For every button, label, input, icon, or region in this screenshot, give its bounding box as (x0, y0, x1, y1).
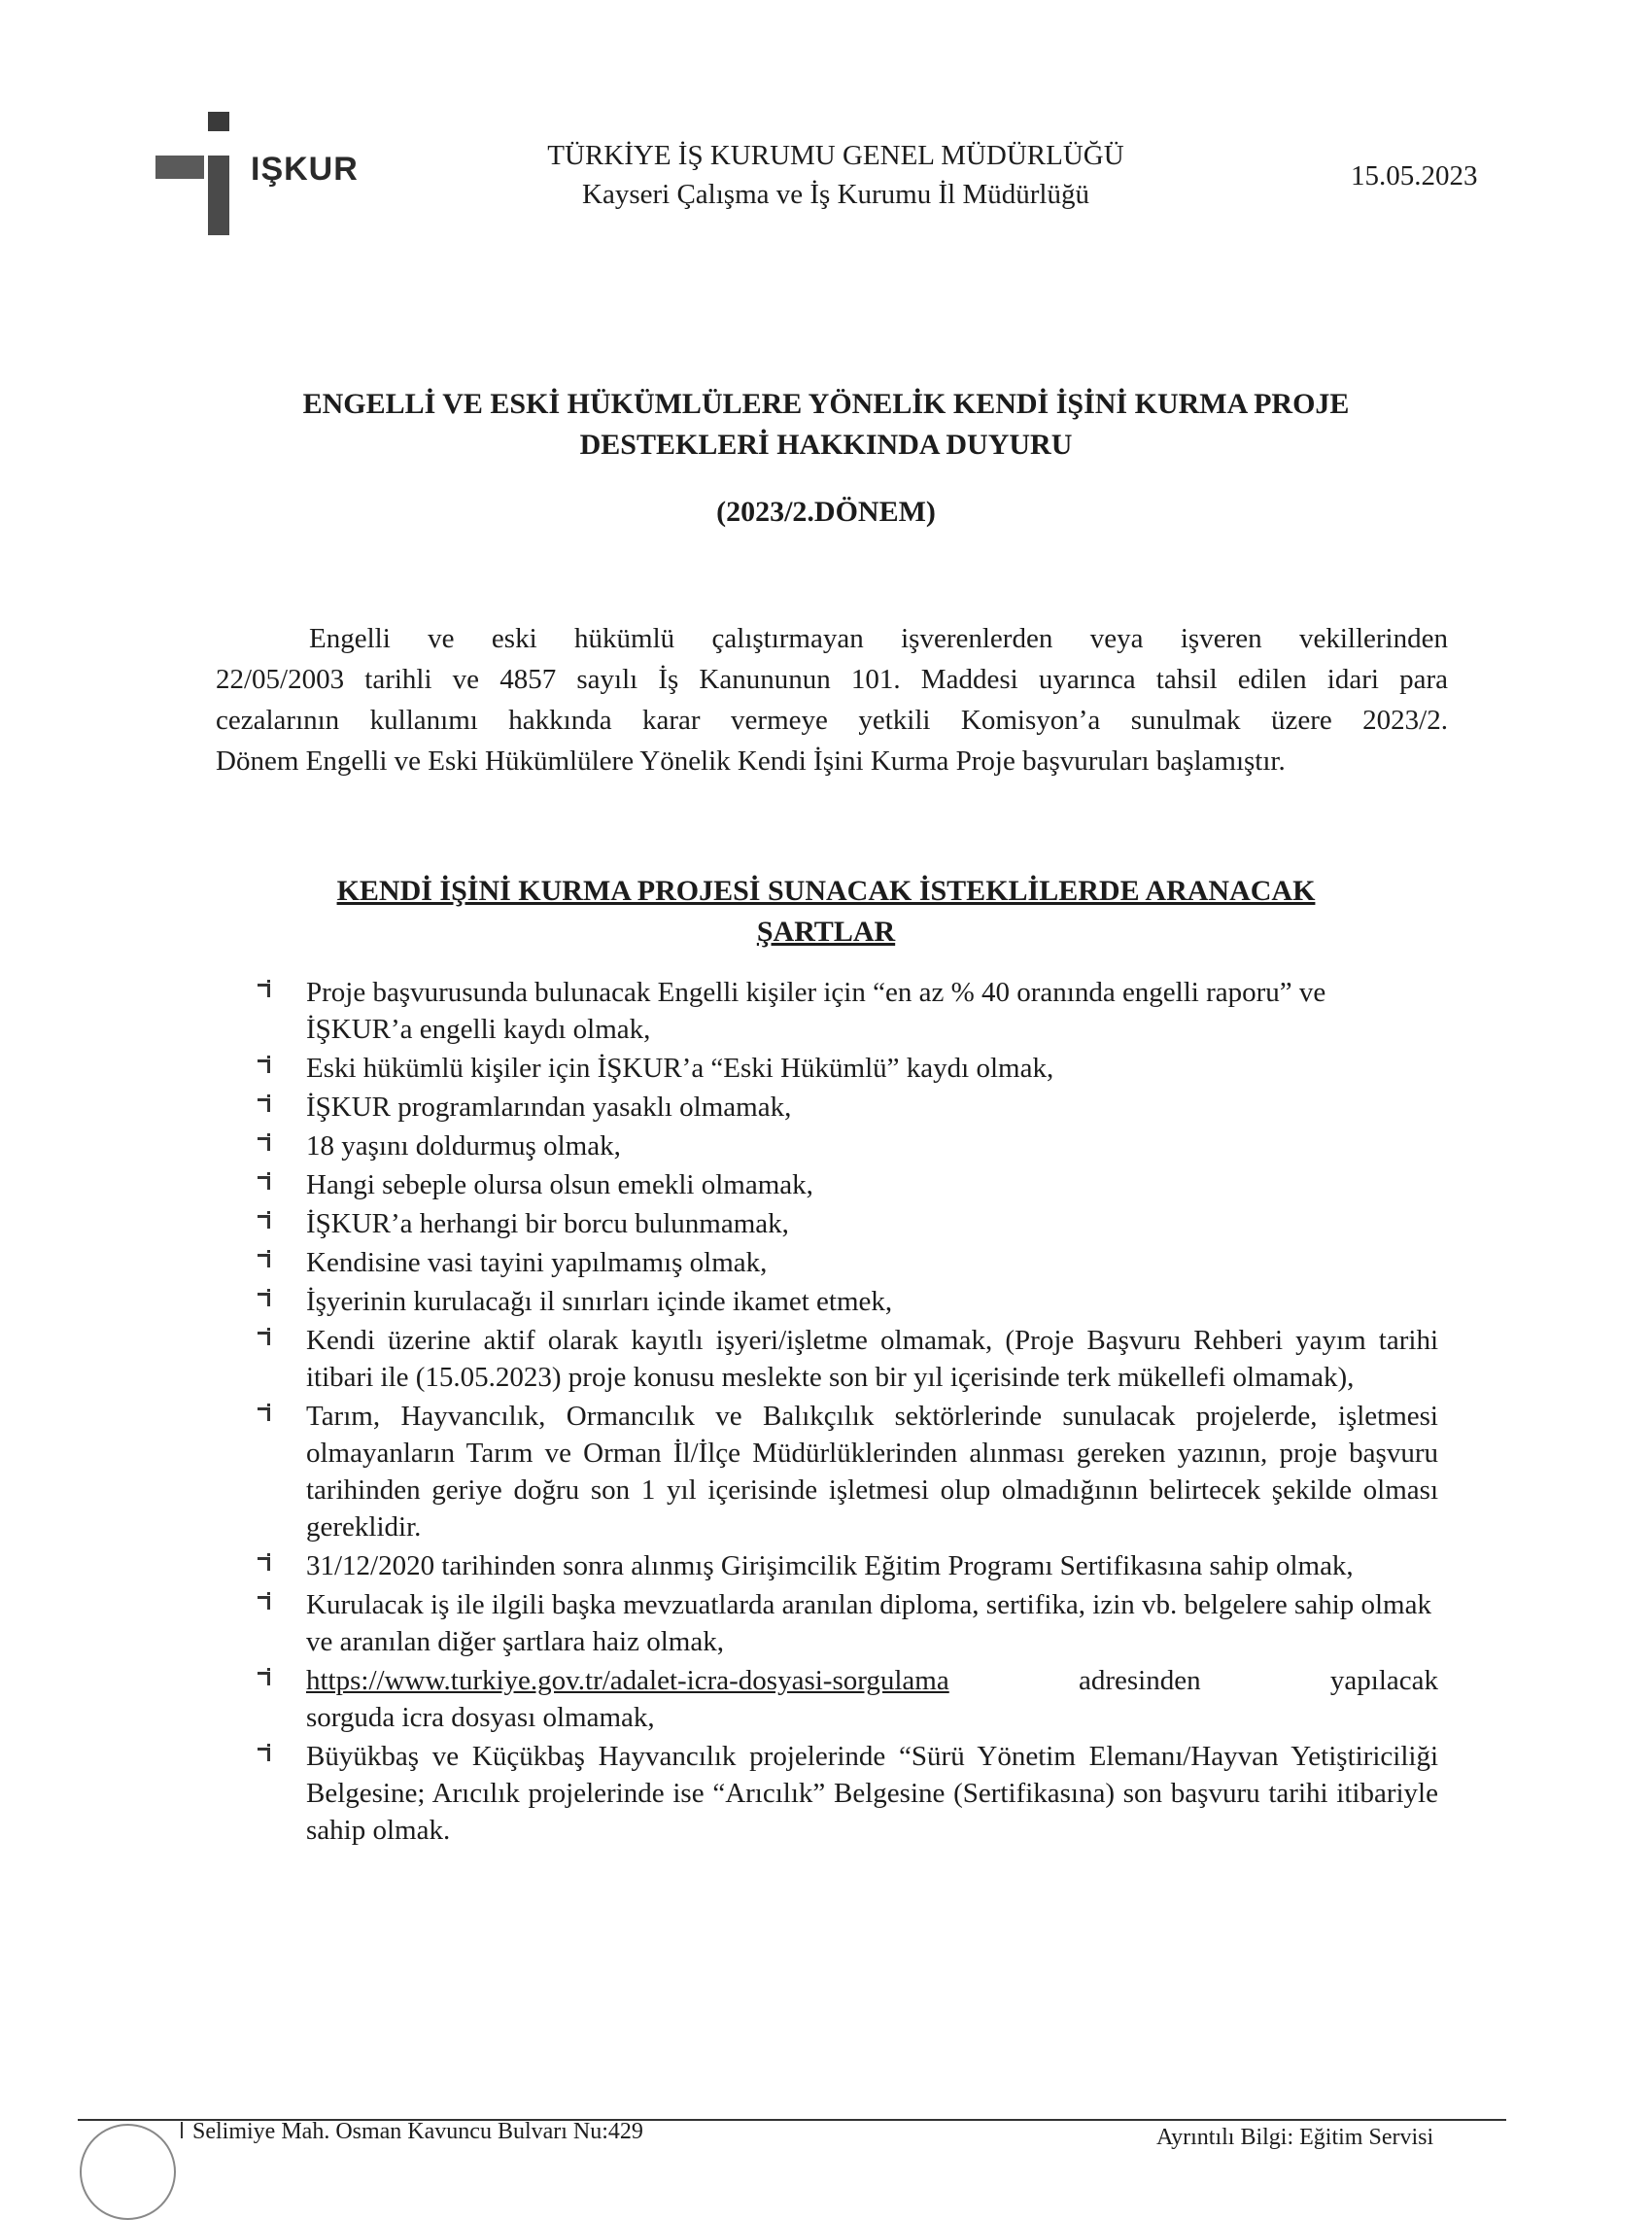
list-item: Kendi üzerine aktif olarak kayıtlı işyeri/işletme olmamak, (Proje Başvuru Rehberi yayım tarihi itibari ile (15.05.2023) proje konusu meslekte son bir yıl içerisinde terk mükellefi olmamak), (258, 1322, 1438, 1396)
bullet-icon (258, 1209, 271, 1232)
list-item: İŞKUR’a herhangi bir borcu bulunmamak, (258, 1205, 1438, 1242)
list-item: İŞKUR programlarından yasaklı olmamak, (258, 1089, 1438, 1126)
footer-separator (181, 2122, 183, 2138)
intro-paragraph (216, 618, 1448, 781)
list-item: Büyükbaş ve Küçükbaş Hayvancılık projelerinde “Sürü Yönetim Elemanı/Hayvan Yetiştiriciliği Belgesine; Arıcılık projelerinde ise “Arıcılık” Belgesine (Sertifikasına) son başvuru tarihi itibariyle sahip olmak. (258, 1738, 1438, 1849)
title-line-1: ENGELLİ VE ESKİ HÜKÜMLÜLERE YÖNELİK KENDİ İŞİNİ KURMA PROJE (302, 388, 1350, 420)
intro-line: 22/05/2003 tarihli ve 4857 sayılı İş Kanununun 101. Maddesi uyarınca tahsil edilen idari para (216, 664, 1448, 695)
iskur-logo-text: IŞKUR (251, 151, 359, 188)
list-item: Hangi sebeple olursa olsun emekli olmamak, (258, 1166, 1438, 1203)
bullet-icon (258, 978, 271, 1001)
document-date: 15.05.2023 (1351, 160, 1478, 191)
bullet-icon (258, 1590, 271, 1613)
bullet-icon (258, 1402, 271, 1425)
list-item: 18 yaşını doldurmuş olmak, (258, 1127, 1438, 1164)
directorate-name: Kayseri Çalışma ve İş Kurumu İl Müdürlüğü (582, 179, 1089, 210)
list-item-url: https://www.turkiye.gov.tr/adalet-icra-dosyasi-sorgulama adresinden yapılacak sorguda icra dosyası olmamak, (258, 1662, 1438, 1736)
title-line-2: DESTEKLERİ HAKKINDA DUYURU (579, 429, 1073, 461)
bullet-icon (258, 1742, 271, 1765)
list-item: 31/12/2020 tarihinden sonra alınmış Girişimcilik Eğitim Programı Sertifikasına sahip olmak, (258, 1547, 1438, 1584)
bullet-icon (258, 1170, 271, 1194)
list-item: Tarım, Hayvancılık, Ormancılık ve Balıkçılık sektörlerinde sunulacak projelerde, işletmesi olmayanların Tarım ve Orman İl/İlçe Müdürlüklerinden alınması gereken yazının, proje başvuru tarihinden geriye doğru son 1 yıl içerisinde işletmesi olup olmadığının belirtecek şekilde olması gereklidir. (258, 1398, 1438, 1545)
iskur-logo-icon (155, 112, 243, 238)
iskur-logo (155, 112, 408, 238)
footer-address: Selimiye Mah. Osman Kavuncu Bulvarı Nu:429 (192, 2119, 643, 2144)
list-item: Proje başvurusunda bulunacak Engelli kişiler için “en az % 40 oranında engelli raporu” ve İŞKUR’a engelli kaydı olmak, (258, 974, 1438, 1048)
bullet-icon (258, 1666, 271, 1689)
icra-sorgulama-link[interactable]: https://www.turkiye.gov.tr/adalet-icra-dosyasi-sorgulama (306, 1665, 949, 1696)
list-item: Kurulacak iş ile ilgili başka mevzuatlarda aranılan diploma, sertifika, izin vb. belgelere sahip olmak ve aranılan diğer şartlara haiz olmak, (258, 1586, 1438, 1660)
requirements-heading (243, 871, 1409, 953)
bullet-icon (258, 1131, 271, 1155)
requirements-list (258, 974, 1438, 1849)
bullet-icon (258, 1287, 271, 1310)
requirements-heading-line-2: ŞARTLAR (756, 916, 896, 948)
intro-line: Engelli ve eski hükümlü çalıştırmayan işverenlerden veya işveren vekillerinden (309, 623, 1448, 654)
document-title (194, 384, 1458, 466)
intro-line: cezalarının kullanımı hakkında karar vermeye yetkili Komisyon’a sunulmak üzere 2023/2. (216, 705, 1448, 736)
list-item: Eski hükümlü kişiler için İŞKUR’a “Eski Hükümlü” kaydı olmak, (258, 1050, 1438, 1087)
requirements-heading-line-1: KENDİ İŞİNİ KURMA PROJESİ SUNACAK İSTEKLİLERDE ARANACAK (336, 875, 1316, 907)
bullet-icon (258, 1054, 271, 1077)
url-line: https://www.turkiye.gov.tr/adalet-icra-dosyasi-sorgulama adresinden yapılacak (306, 1662, 1438, 1699)
organization-header (447, 136, 1224, 214)
organization-name: TÜRKİYE İŞ KURUMU GENEL MÜDÜRLÜĞÜ (547, 140, 1124, 171)
bullet-icon (258, 1326, 271, 1349)
bullet-icon (258, 1551, 271, 1575)
bullet-icon (258, 1093, 271, 1116)
footer-contact-info: Ayrıntılı Bilgi: Eğitim Servisi (1156, 2125, 1434, 2150)
intro-line: Dönem Engelli ve Eski Hükümlülere Yönelik Kendi İşini Kurma Proje başvuruları başlamıştır. (216, 746, 1286, 777)
list-item: İşyerinin kurulacağı il sınırları içinde ikamet etmek, (258, 1283, 1438, 1320)
list-item: Kendisine vasi tayini yapılmamış olmak, (258, 1244, 1438, 1281)
bullet-icon (258, 1248, 271, 1271)
document-period: (2023/2.DÖNEM) (716, 496, 936, 528)
